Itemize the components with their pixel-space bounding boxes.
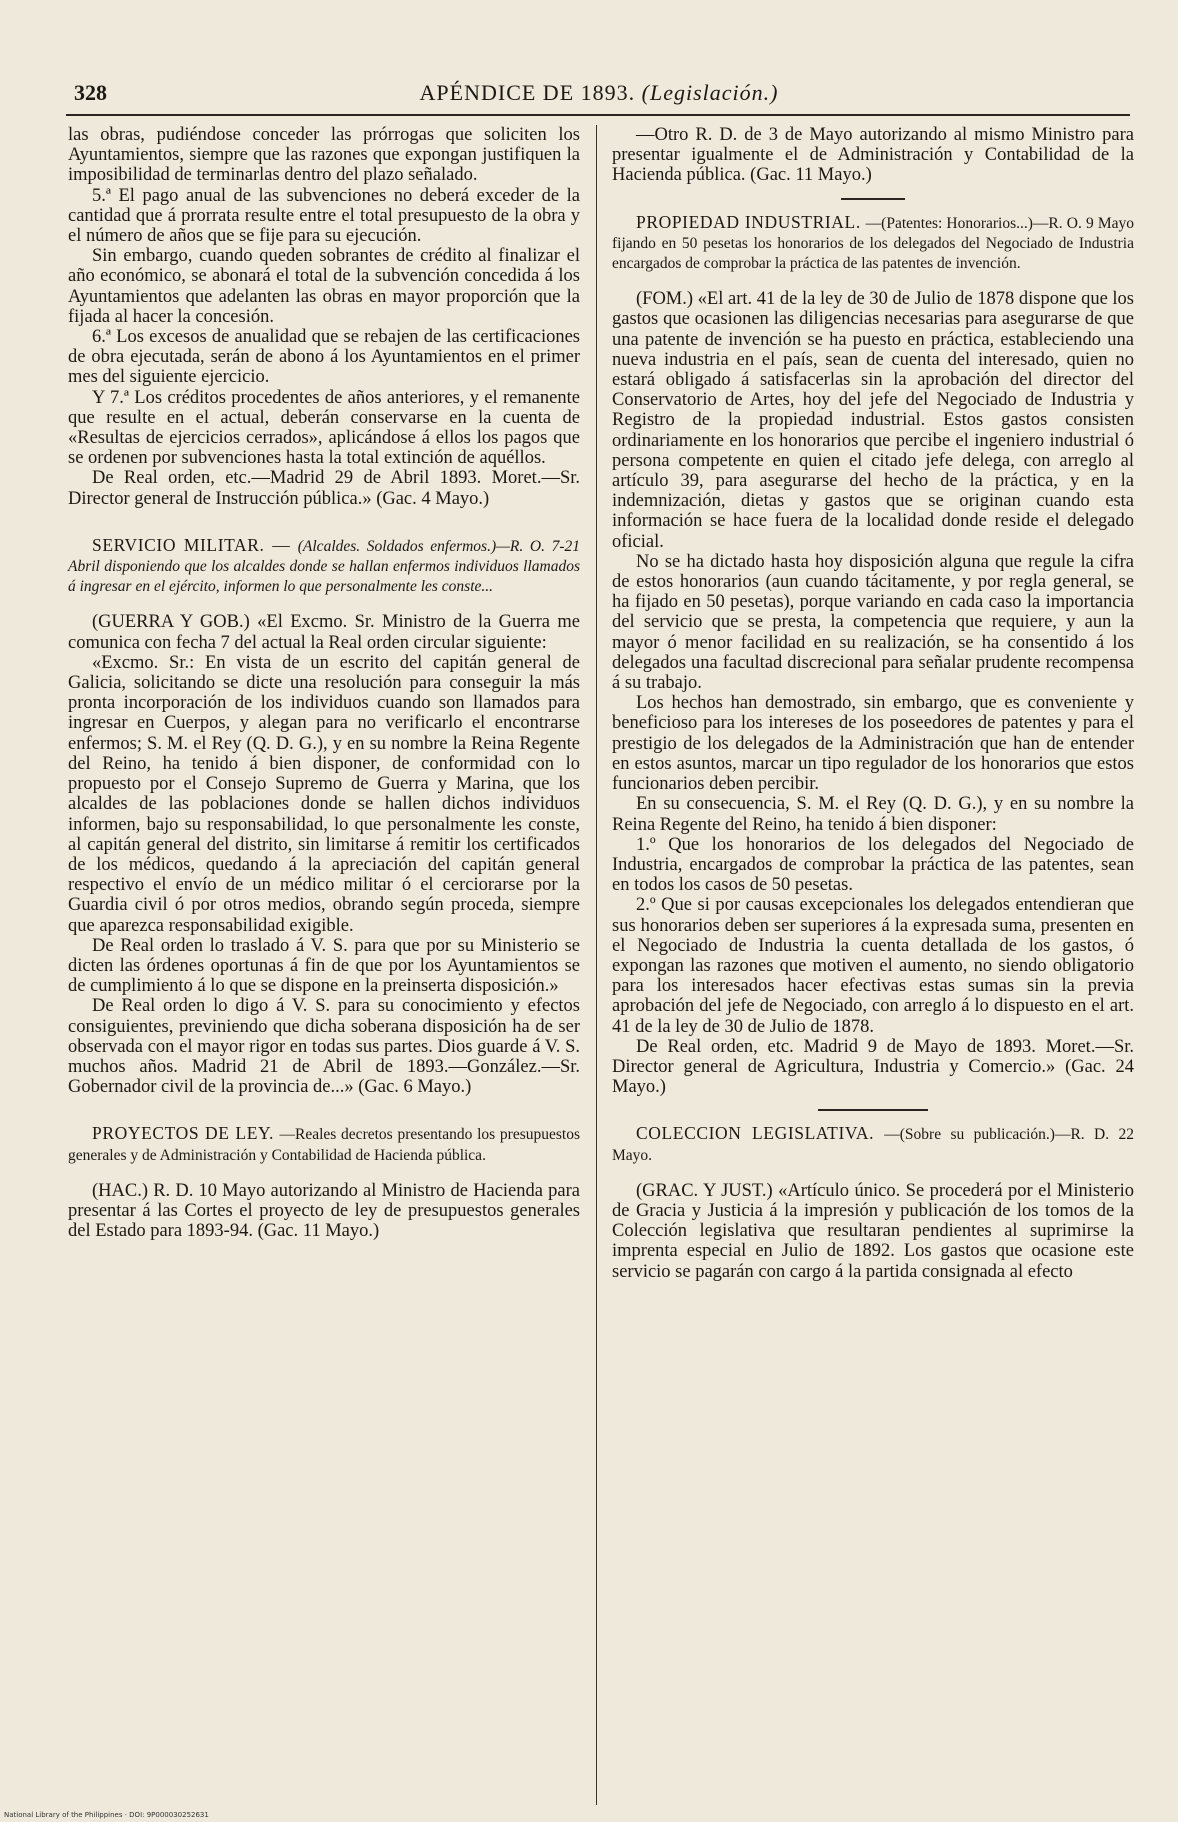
header-rule xyxy=(66,114,1130,116)
section-summary: —(Patentes: Honorarios...)—R. O. 9 Mayo fijando en 50 pesetas los honorarios de los delegados del Negociado de Industria encargados de comprobar la práctica de las patentes de invención. xyxy=(612,214,1134,273)
paragraph: No se ha dictado hasta hoy disposición alguna que regule la cifra de estos honorarios (aun cuando tácitamente, y por regla general, se ha fijado en 50 pesetas), porque variando en cada caso la importancia del servicio que se presta, la competencia que requiere, y aun la mayor ó menor facilidad en su realización, se ha consentido á los delegados una facultad discrecional para señalar prudente recompensa á su trabajo. xyxy=(612,551,1134,694)
section-propiedad-industrial xyxy=(612,212,1134,274)
paragraph: 6.ª Los excesos de anualidad que se rebajen de las certificaciones de obra ejecutada, serán de abono á los Ayuntamientos en el primer mes del siguiente ejercicio. xyxy=(68,327,580,388)
paragraph: De Real orden, etc.—Madrid 29 de Abril 1893. Moret.—Sr. Director general de Instrucción pública.» (Gac. 4 Mayo.) xyxy=(68,468,580,509)
paragraph: (HAC.) R. D. 10 Mayo autorizando al Ministro de Hacienda para presentar á las Cortes el proyecto de ley de presupuestos generales del Estado para 1893-94. (Gac. 11 Mayo.) xyxy=(68,1180,580,1242)
page-number: 328 xyxy=(74,80,107,105)
section-summary: (Alcaldes. Soldados enfermos.)—R. O. 7-21 Abril disponiendo que los alcaldes donde se hallan enfermos individuos llamados á ingresar en el ejército, informen lo que personalmente les conste... xyxy=(68,537,581,596)
section-coleccion-legislativa xyxy=(612,1123,1134,1164)
column-divider xyxy=(596,125,597,1805)
library-credit: National Library of the Philippines · DOI: 9P000030252631 xyxy=(4,1811,209,1819)
paragraph: De Real orden lo digo á V. S. para su conocimiento y efectos consiguientes, previniendo que dicha soberana disposición ha de ser observada con el mayor rigor en todas sus partes. Dios guarde á V. S. muchos años. Madrid 21 de Abril de 1893.—González.—Sr. Gobernador civil de la provincia de...» (Gac. 6 Mayo.) xyxy=(68,996,580,1098)
section-summary: —(Sobre su publicación.)—R. D. 22 Mayo. xyxy=(612,1126,1135,1164)
running-title-text: APÉNDICE DE 1893. xyxy=(419,80,636,105)
section-separator xyxy=(818,1109,928,1111)
paragraph: De Real orden, etc. Madrid 9 de Mayo de 1893. Moret.—Sr. Director general de Agricultura, Industria y Comercio.» (Gac. 24 Mayo.) xyxy=(612,1036,1134,1098)
running-header xyxy=(74,78,1124,108)
paragraph: (GRAC. Y JUST.) «Artículo único. Se procederá por el Ministerio de Gracia y Justicia á la impresión y publicación de los tomos de la Colección legislativa que resultaran pendientes al suprimirse la imprenta especial en Julio de 1892. Los gastos que ocasione este servicio se pagarán con cargo á la partida consignada al efecto xyxy=(612,1180,1134,1282)
section-servicio-militar xyxy=(68,535,580,597)
right-column xyxy=(612,125,1134,1782)
section-proyectos-de-ley xyxy=(68,1123,580,1164)
paragraph: las obras, pudiéndose conceder las prórrogas que soliciten los Ayuntamientos, siempre que las razones que expongan justifiquen la imposibilidad de terminarlas dentro del plazo señalado. xyxy=(68,125,580,186)
paragraph: 5.ª El pago anual de las subvenciones no deberá exceder de la cantidad que á prorrata resulte entre el total presupuesto de la obra y el número de años que se fije para su ejecución. xyxy=(68,185,580,247)
paragraph: (GUERRA Y GOB.) «El Excmo. Sr. Ministro de la Guerra me comunica con fecha 7 del actual la Real orden circular siguiente: xyxy=(68,612,580,653)
paragraph: (FOM.) «El art. 41 de la ley de 30 de Julio de 1878 dispone que los gastos que ocasionen las diligencias necesarias para asegurarse de que una patente de invención se ha puesto en práctica, estableciendo una nueva industria en el país, sean de cuenta del interesado, quien no estará obligado á satisfacerlas sin la aprobación del director del Conservatorio de Artes, hoy del jefe del Negociado de Industria y Registro de la propiedad industrial. Estos gastos consisten ordinariamente en los honorarios que percibe el ingeniero industrial ó persona competente en quien el citado jefe delega, con arreglo al artículo 39, para asegurarse del hecho de la práctica, y en la indemnización, dietas y gastos que se originan cuando esta información se hace fuera de la localidad donde reside el delegado oficial. xyxy=(612,289,1134,552)
paragraph: Y 7.ª Los créditos procedentes de años anteriores, y el remanente que resulte en el actual, deberán conservarse en la cuenta de «Resultas de ejercicios cerrados», aplicándose á ellos los pagos que se ordenen por subvenciones hasta la total extinción de aquéllos. xyxy=(68,387,580,469)
section-heading: SERVICIO MILITAR. — xyxy=(92,534,291,555)
paragraph: 1.º Que los honorarios de los delegados del Negociado de Industria, encargados de comprobar la práctica de las patentes, sean en todos los casos de 50 pesetas. xyxy=(612,834,1134,896)
section-heading: COLECCION LEGISLATIVA. xyxy=(636,1123,875,1144)
section-summary: —Reales decretos presentando los presupuestos generales y de Administración y Contabilidad de Hacienda pública. xyxy=(68,1126,581,1164)
section-separator xyxy=(841,198,905,200)
running-title xyxy=(74,80,1124,106)
left-column xyxy=(68,125,580,1782)
paragraph: 2.º Que si por causas excepcionales los delegados entendieran que sus honorarios deben ser superiores á la expresada suma, presenten en el Negociado de Industria la cuenta detallada de los gastos, ó expongan las razones que motiven el aumento, no siendo obligatorio para los interesados hacer efectivas estas sumas sin la previa aprobación del jefe de Negociado, con arreglo á lo dispuesto en el art. 41 de la ley de 30 de Julio de 1878. xyxy=(612,895,1134,1037)
paragraph: Los hechos han demostrado, sin embargo, que es conveniente y beneficioso para los intereses de los poseedores de patentes y para el prestigio de los delegados de la Administración que han de entender en estos asuntos, marcar un tipo regulador de los honorarios que estos funcionarios deben percibir. xyxy=(612,693,1134,795)
running-title-italic: (Legislación.) xyxy=(641,80,779,105)
paragraph: —Otro R. D. de 3 de Mayo autorizando al mismo Ministro para presentar igualmente el de Administración y Contabilidad de la Hacienda pública. (Gac. 11 Mayo.) xyxy=(612,125,1134,186)
paragraph: En su consecuencia, S. M. el Rey (Q. D. G.), y en su nombre la Reina Regente del Reino, ha tenido á bien disponer: xyxy=(612,794,1134,835)
paragraph: De Real orden lo traslado á V. S. para que por su Ministerio se dicten las órdenes oportunas á fin de que por los Ayuntamientos se de cumplimiento á lo que se dispone en la preinserta disposición.» xyxy=(68,935,580,997)
section-heading: PROYECTOS DE LEY. xyxy=(92,1123,274,1144)
paragraph: «Excmo. Sr.: En vista de un escrito del capitán general de Galicia, solicitando se dicte una resolución para conseguir la más pronta incorporación de los individuos cuando son llamados para ingresar en Cuerpos, y alegan para no verificarlo el encontrarse enfermos; S. M. el Rey (Q. D. G.), y en su nombre la Reina Regente del Reino, ha tenido á bien disponer, de conformidad con lo propuesto por el Consejo Supremo de Guerra y Marina, que los alcaldes de las poblaciones donde se hallen dichos individuos informen, bajo su responsabilidad, lo que personalmente les conste, al capitán general del distrito, sin limitarse á remitir los certificados de los médicos, quedando á la apreciación del capitán general respectivo el envío de un médico militar ó el cerciorarse por la Guardia civil ó por otros medios, obrando según proceda, siempre que aparezca responsabilidad exigible. xyxy=(68,652,580,936)
section-heading: PROPIEDAD INDUSTRIAL. xyxy=(636,211,861,232)
paragraph: Sin embargo, cuando queden sobrantes de crédito al finalizar el año económico, se abonará el total de la subvención concedida á los Ayuntamientos que adelanten las obras en mayor proporción que la fijada al hacer la concesión. xyxy=(68,246,580,327)
